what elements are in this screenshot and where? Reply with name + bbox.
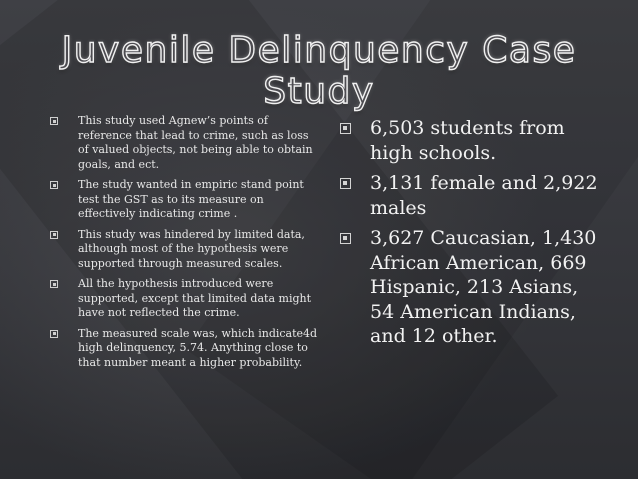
- list-item: [336, 171, 606, 220]
- bullet-text: The study wanted in empiric stand point test the GST as to its measure on effectively indicating crime .: [78, 178, 304, 220]
- list-item: [50, 114, 320, 172]
- square-bullet-icon: [50, 181, 58, 189]
- square-bullet-icon: [50, 330, 58, 338]
- list-item: [50, 277, 320, 321]
- square-bullet-icon: [50, 280, 58, 288]
- bullet-text: This study was hindered by limited data, although most of the hypothesis were supported through measured scales.: [78, 227, 305, 270]
- list-item: [336, 116, 606, 165]
- bullet-text: 6,503 students from high schools.: [370, 117, 565, 164]
- list-item: [50, 228, 320, 272]
- bullet-text: 3,131 female and 2,922 males: [370, 172, 598, 219]
- square-bullet-icon: [340, 233, 351, 244]
- list-item: [50, 178, 320, 222]
- slide-title: Juvenile Delinquency Case Study: [61, 30, 577, 112]
- square-bullet-icon: [50, 231, 58, 239]
- bullet-text: The measured scale was, which indicate4d high delinquency, 5.74. Anything close to that number meant a higher probability.: [78, 326, 318, 369]
- list-item: [336, 226, 606, 349]
- square-bullet-icon: [50, 117, 58, 125]
- left-bullet-list: [50, 114, 320, 376]
- right-bullet-list: [336, 116, 606, 355]
- square-bullet-icon: [340, 178, 351, 189]
- square-bullet-icon: [340, 123, 351, 134]
- bullet-text: This study used Agnew’s points of reference that lead to crime, such as loss of valued objects, not being able to obtain goals, and ect.: [78, 114, 313, 171]
- bullet-text: 3,627 Caucasian, 1,430 African American, 669 Hispanic, 213 Asians, 54 American Indians, and 12 other.: [370, 227, 597, 347]
- bullet-text: All the hypothesis introduced were supported, except that limited data might have not reflected the crime.: [78, 277, 312, 319]
- list-item: [50, 327, 320, 371]
